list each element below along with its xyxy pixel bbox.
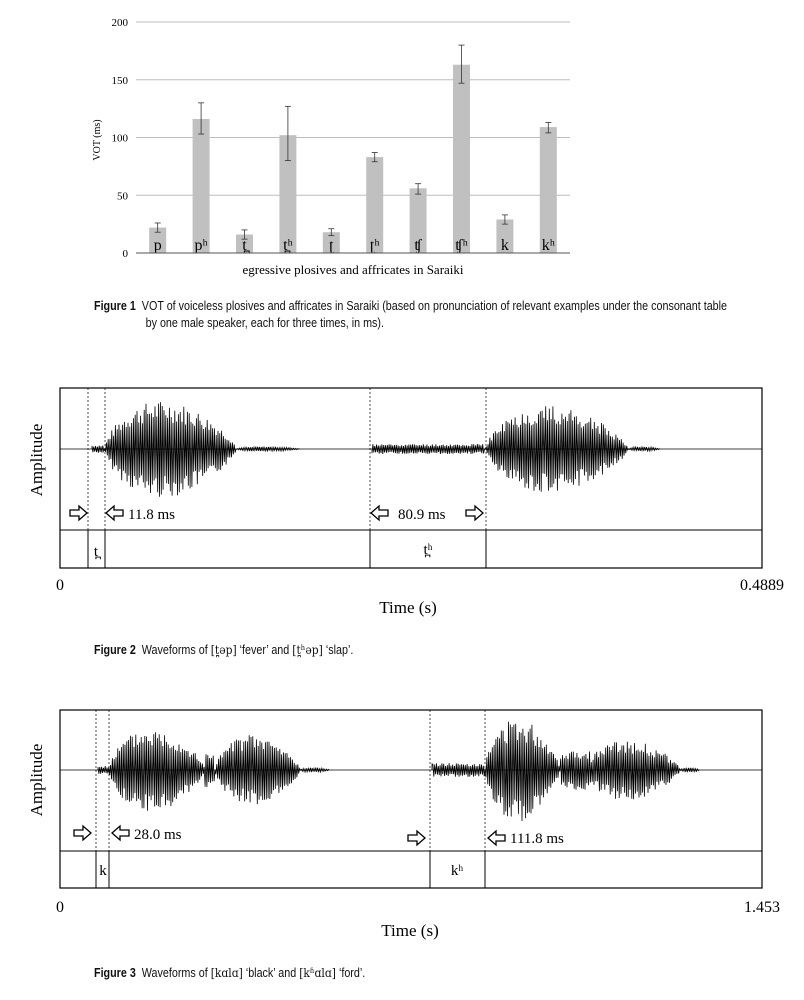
- arrow-right-icon: [74, 826, 91, 840]
- x-min-label: 0: [56, 577, 64, 594]
- figure2-gloss2: ‘slap’.: [325, 643, 354, 657]
- figure3-caption-pre: Waveforms of: [141, 966, 208, 980]
- arrow-right-icon: [70, 506, 87, 520]
- waveform-trace: [92, 402, 300, 497]
- measure-label-2: 80.9 ms: [398, 507, 446, 523]
- category-label: k: [500, 237, 509, 254]
- arrow-left-icon: [106, 506, 123, 520]
- arrow-left-icon: [371, 506, 388, 520]
- figure3-word1: [kɑlɑ]: [210, 965, 243, 980]
- x-min-label: 0: [56, 899, 64, 916]
- x-axis-label: egressive plosives and affricates in Saraiki: [242, 262, 464, 277]
- x-axis-categories: [154, 237, 555, 255]
- figure3-gloss2: ‘ford’.: [338, 966, 366, 980]
- figure3-waveform: [0, 700, 804, 950]
- y-tick-label: 200: [111, 17, 128, 29]
- measure-label-1: 28.0 ms: [134, 827, 182, 843]
- y-tick-label: 100: [111, 132, 128, 145]
- chart-bars: [149, 65, 557, 253]
- x-axis-label: Time (s): [379, 598, 437, 617]
- bar: [453, 65, 470, 253]
- figure2-word1: [t̪əp]: [210, 642, 237, 657]
- chart-error-bars: [155, 45, 552, 239]
- figure2-word2: [t̪ʰəp]: [292, 642, 323, 657]
- category-label: ʈ: [329, 237, 334, 254]
- segment-label-2: t̪ʰ: [423, 542, 433, 558]
- category-label: p: [153, 237, 162, 254]
- measure-label-1: 11.8 ms: [128, 507, 175, 523]
- waveform-frame: [60, 388, 762, 568]
- category-label: ʧ: [414, 237, 422, 254]
- y-axis-ticks: [112, 17, 129, 260]
- figure2-waveform: [0, 380, 804, 630]
- category-label: t̪: [242, 237, 247, 254]
- figure1-caption-line1: VOT of voiceless plosives and affricates in Saraiki (based on pronunciation of relevant examples under the consonant table: [141, 299, 728, 313]
- figure2-gloss1: ‘fever’ and: [239, 643, 290, 657]
- bar: [193, 119, 210, 253]
- figure2-caption-pre: Waveforms of: [141, 643, 208, 657]
- segment-label-1: t̪: [93, 544, 99, 560]
- segment-label-1: k: [99, 863, 107, 879]
- waveform-signal: [98, 722, 699, 821]
- arrow-right-icon: [408, 831, 425, 845]
- waveform-signal: [92, 402, 660, 497]
- x-axis-label: Time (s): [381, 921, 439, 940]
- category-label: ʈʰ: [369, 237, 380, 254]
- figure1-chart: [0, 0, 804, 290]
- arrow-left-icon: [112, 826, 129, 840]
- figure3-caption-label: Figure 3: [94, 966, 136, 980]
- category-label: ʧʰ: [455, 237, 468, 254]
- figure3-word2: [kʱɑlɑ]: [299, 965, 336, 980]
- x-max-label: 1.453: [744, 899, 780, 916]
- y-axis-label: Amplitude: [27, 423, 46, 497]
- figure3-caption: [94, 964, 365, 982]
- x-max-label: 0.4889: [740, 577, 784, 594]
- figure1-caption: [94, 298, 727, 332]
- y-tick-label: 50: [117, 190, 128, 203]
- category-label: kʰ: [541, 237, 555, 254]
- category-label: pʰ: [194, 237, 208, 254]
- arrow-right-icon: [466, 506, 483, 520]
- y-tick-label: 150: [111, 74, 128, 87]
- waveform-trace: [432, 722, 699, 821]
- figure2-caption: [94, 641, 353, 659]
- figure1-caption-line2: by one male speaker, each for three times, in ms).: [145, 316, 385, 330]
- category-label: t̪ʰ: [283, 237, 293, 254]
- y-axis-label: Amplitude: [27, 743, 46, 817]
- measure-label-2: 111.8 ms: [510, 831, 564, 847]
- y-tick-label: 0: [122, 248, 128, 260]
- figure1-caption-label: Figure 1: [94, 299, 136, 313]
- figure2-caption-label: Figure 2: [94, 643, 136, 657]
- segment-label-2: kʰ: [450, 863, 464, 879]
- figure3-gloss1: ‘black’ and: [245, 966, 297, 980]
- arrow-left-icon: [488, 831, 505, 845]
- waveform-trace: [98, 732, 329, 810]
- y-axis-label: VOT (ms): [92, 119, 103, 161]
- bar: [540, 127, 557, 253]
